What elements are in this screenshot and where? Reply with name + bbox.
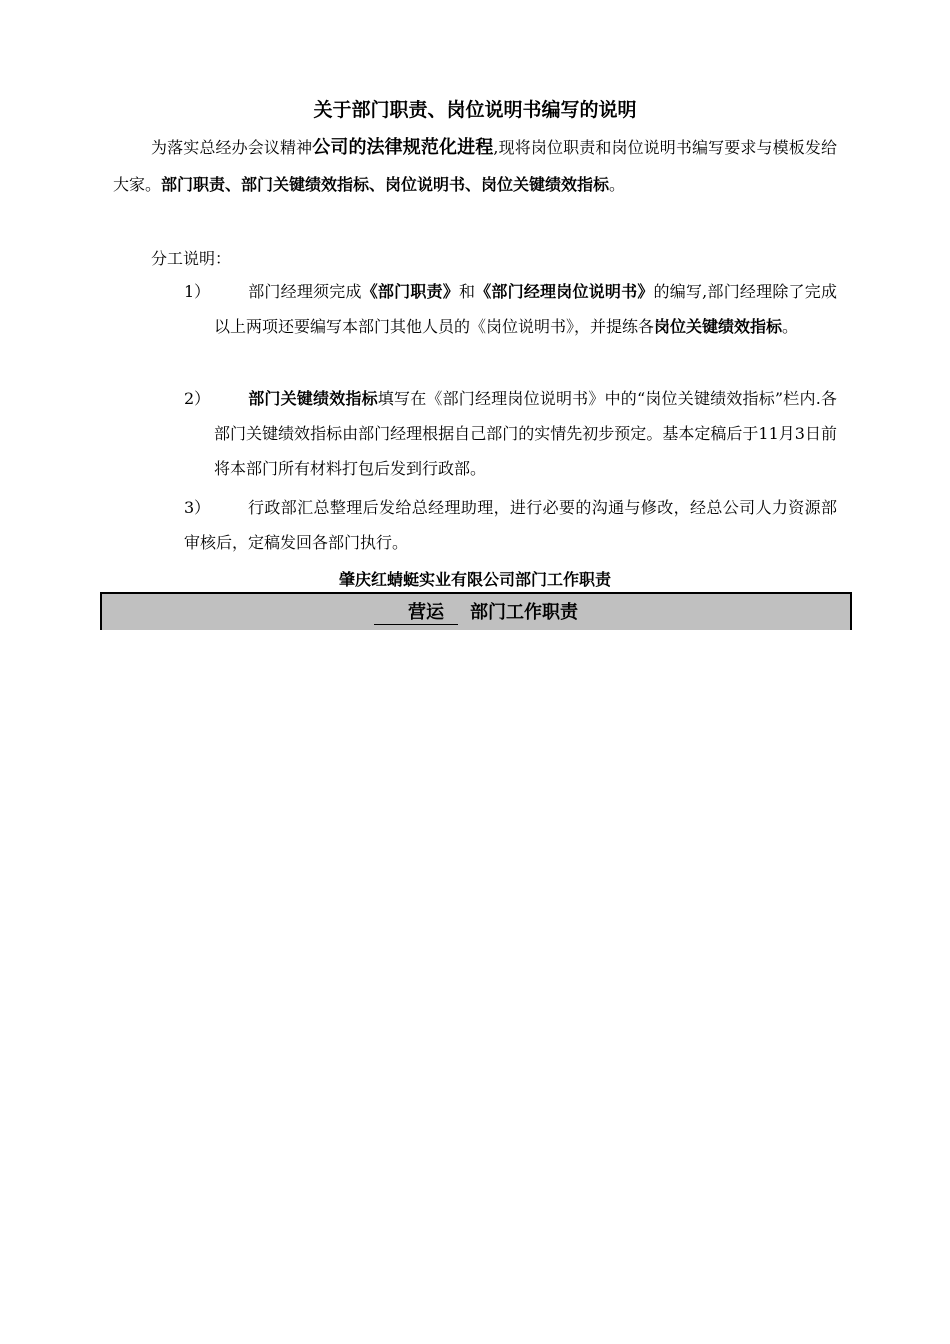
item2-text-1: 填写在《部门经理岗位说明书》中的“岗位关键绩效指标”栏内.各部门关键绩效指标由部门经理根据自己部门的实情先初步预定。基本定稿后于11月3日前将本部门所有材料打包后发到行政部。: [214, 389, 837, 478]
item1-bold-2: 《部门经理岗位说明书》: [475, 282, 654, 301]
intro-text-1: 为落实总经办会议精神: [151, 138, 313, 157]
document-title: 关于部门职责、岗位说明书编写的说明: [313, 99, 637, 121]
department-duties-table: [100, 592, 852, 630]
item1-text-2: 和: [458, 282, 476, 301]
table-header: [102, 598, 850, 625]
item2-bold-1: 部门关键绩效指标: [248, 389, 378, 408]
item1-text-4: 。: [782, 317, 799, 336]
item1-text-1: 部门经理须完成: [248, 282, 362, 301]
department-name: 营运: [374, 598, 458, 625]
list-item-3: [184, 490, 837, 560]
list-item-number: 2）: [184, 389, 211, 408]
item3-text-1: 行政部汇总整理后发给总经理助理，进行必要的沟通与修改，经总公司人力资源部审核后，定稿发回各部门执行。: [184, 498, 837, 552]
table-header-suffix: 部门工作职责: [470, 602, 578, 623]
intro-text-3: 。: [609, 175, 626, 194]
item1-bold-3: 岗位关键绩效指标: [654, 317, 783, 336]
list-item-2: [184, 381, 837, 486]
company-heading: 肇庆红蜻蜓实业有限公司部门工作职责: [338, 570, 611, 589]
intro-bold-1: 公司的法律规范化进程: [312, 137, 494, 158]
list-item-1: [184, 274, 837, 344]
item1-bold-1: 《部门职责》: [361, 282, 459, 301]
division-label: 分工说明：: [151, 249, 232, 268]
intro-paragraph: [113, 129, 837, 203]
list-item-number: 1）: [184, 282, 211, 301]
item1-text-3: 的编写,部门经理除了完成以上两项还要编写本部门其他人员的《岗位说明书》，并提练各: [214, 282, 837, 336]
intro-text-2: ,现将岗位职责和岗位说明书编写要求与模板发给大家。: [113, 138, 837, 194]
intro-bold-2: 部门职责、部门关键绩效指标、岗位说明书、岗位关键绩效指标: [161, 175, 610, 194]
list-item-number: 3）: [184, 498, 211, 517]
